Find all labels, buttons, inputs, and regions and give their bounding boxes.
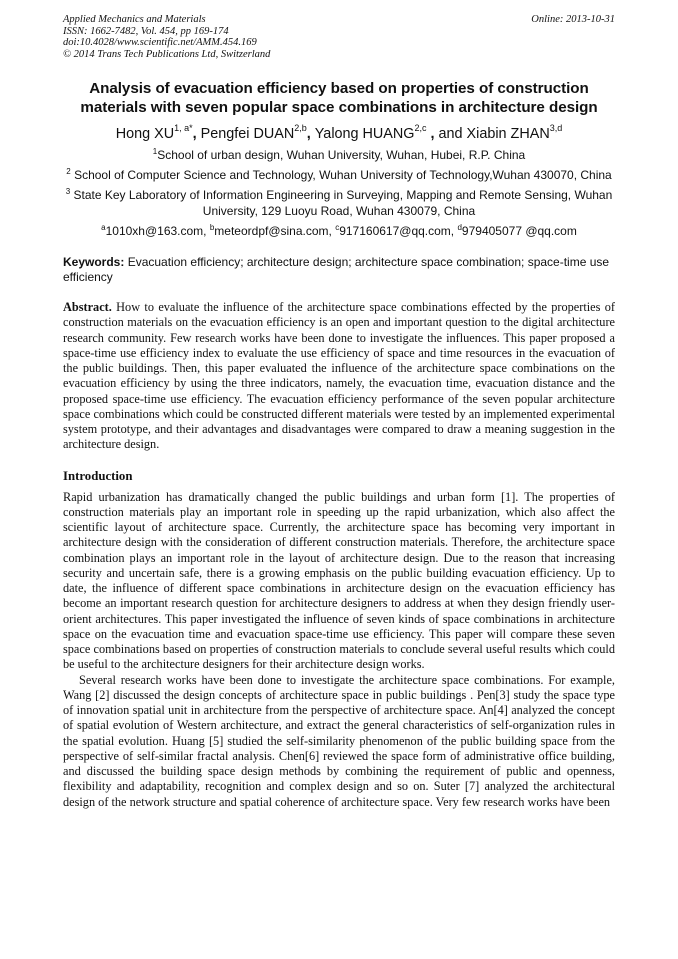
abstract: [63, 300, 615, 453]
email-marker: a: [101, 223, 106, 232]
abstract-text: How to evaluate the influence of the architecture space combinations effected by the properties of construction materials on the evacuation efficiency is an open and important question to the digital architecture research community. Few research works have been done to investigate the influences. This paper proposed a space-time use efficiency index to evaluate the use efficiency of space and time resources in the evacuation of the public buildings. Then, this paper evaluated the influence of the architecture space combinations on the evacuation efficiency by using the three indicators, namely, the evacuation time, evacuation distance and the proposed space-time use efficiency. The evacuation efficiency performance of the seven popular architecture space combinations which could be constructed different materials were tested by an implemented experimental system prototype, and their advantages and disadvantages were compared to draw a meaning suggestion in the architecture design.: [63, 300, 615, 452]
author-conjunction: and: [438, 126, 467, 142]
citation-block: [63, 14, 270, 60]
author-list: Hong $XU^{1, a*}$, Pengfei DUAN$^{2,b}$, Yalong HUANG$^{2,c}$ , and Xiabin ZHAN$^{3,d}$: [115, 123, 563, 142]
abstract-label: Abstract.: [63, 300, 112, 314]
email-marker: d: [457, 223, 462, 232]
email-list: [63, 223, 615, 239]
affiliation-text: School of Computer Science and Technology, Wuhan University of Technology,Wuhan 430070, China: [74, 168, 612, 182]
journal-header: [63, 14, 615, 60]
paper-page: [63, 14, 615, 810]
section-heading-introduction: Introduction: [63, 468, 133, 483]
email-address: 1010xh@163.com,: [105, 224, 210, 238]
affiliation: [63, 167, 615, 183]
body-paragraph: Several research works have been done to investigate the architecture space combinations. For example, Wang [2] discussed the design concepts of architecture space in public buildings . Pen[3] study the space type of innovation spatial unit in architecture from the perspective of architecture space. An[4] analyzed the concept of spatial evolution of Western architecture, and extract the general characteristics of self-organization rules in the spatial evolution. Huang [5] studied the self-similarity phenomenon of the public building space from the perspective of self-similar fractal analysis. Chen[6] reviewed the space form of administrative office building, and discussed the building space design methods by combining the requirement of public and openness, flexibility and adaptability, recognition and complex design and so on. Suter [7] analyzed the architectural design of the network structure and spatial coherence of architecture space. Very few research works have been: [63, 672, 615, 809]
affiliation-text: School of urban design, Wuhan University, Wuhan, Hubei, R.P. China: [157, 148, 526, 162]
keywords-text: Evacuation efficiency; architecture design; architecture space combination; space-time use efficiency: [63, 255, 610, 284]
issn-line: ISSN: 1662-7482, Vol. 454, pp 169-174: [63, 25, 229, 37]
affiliation-text: State Key Laboratory of Information Engineering in Surveying, Mapping and Remote Sensing, Wuhan University, 129 Luoyu Road, Wuhan 430079, China: [73, 188, 613, 218]
email-address: meteordpf@sina.com,: [214, 224, 336, 238]
paper-title: Analysis of evacuation efficiency based on properties of construction materials with seven popular space combinations in architecture design: [80, 80, 598, 116]
author-superscript: 2,c: [414, 123, 427, 133]
author-name: Yalong HUANG: [314, 126, 415, 142]
doi-line: doi:10.4028/www.scientific.net/AMM.454.169: [63, 37, 257, 48]
affiliation: [63, 147, 615, 163]
email-address: 917160617@qq.com,: [339, 224, 458, 238]
affiliation: [63, 187, 615, 219]
affiliation-number: 3: [65, 187, 71, 196]
email-marker: c: [335, 223, 340, 232]
author-name: Xiabin ZHAN: [466, 126, 550, 142]
journal-name: Applied Mechanics and Materials: [63, 14, 206, 25]
author-name: Hong XU: [115, 126, 175, 142]
author-superscript: 3,d: [549, 123, 563, 133]
body-paragraph: Rapid urbanization has dramatically changed the public buildings and urban form [1]. The properties of construction materials play an important role in speeding up the rapid urbanization, which also affect the scientific layout of architecture space. Currently, the architecture space has becoming very important in architecture design with the consideration of different construction materials. Therefore, the architecture space combination plays an important role in the layout of architecture design. Due to the reason that increasing security and uncertain safe, there is a growing emphasis on the public building evacuation efficiency. Up to date, the influence of different space combinations in architecture design on the evacuation efficiency has become an important research question for architecture designers to address at when they design friendly user-orient architectures. This paper investigated the influence of seven kinds of space combinations in architecture space on the evacuation time and evacuation space-time use efficiency. This paper will compare these seven space combinations based on properties of construction materials to conclude several useful results which could be useful to the architecture designers for their architecture design works.: [63, 489, 615, 672]
email-marker: b: [209, 223, 215, 232]
author-superscript: 1, a*: [174, 123, 193, 133]
email-address: 979405077 @qq.com: [461, 224, 577, 238]
keywords: [63, 255, 615, 285]
author-superscript: 2,b: [294, 123, 307, 133]
keywords-label: Keywords:: [63, 255, 125, 269]
affiliation-number: 1: [152, 147, 158, 156]
copyright-line: © 2014 Trans Tech Publications Ltd, Switzerland: [63, 48, 271, 60]
author-name: Pengfei DUAN: [200, 126, 295, 142]
affiliation-number: 2: [66, 167, 71, 176]
online-date: Online: 2013-10-31: [531, 14, 615, 25]
